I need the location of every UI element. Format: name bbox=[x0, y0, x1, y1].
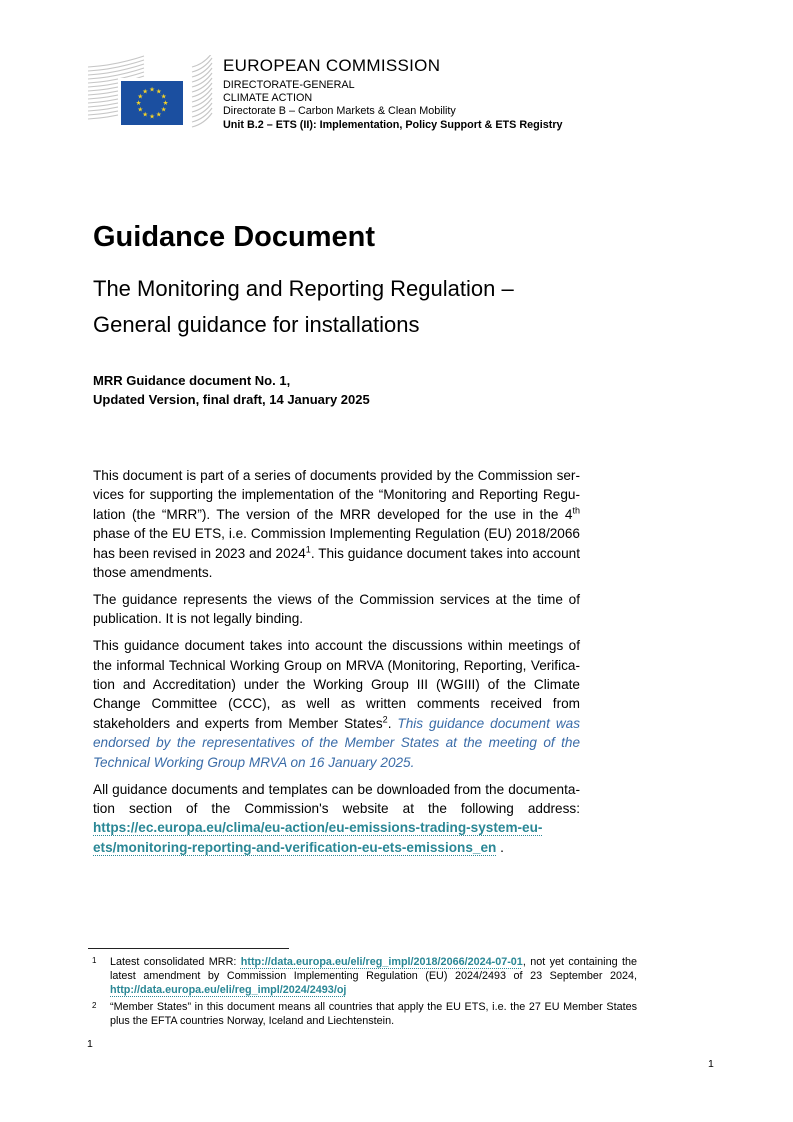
body-paragraph-1 bbox=[93, 466, 580, 582]
footnote-1 bbox=[88, 955, 637, 997]
body-paragraph-4 bbox=[93, 780, 580, 858]
body-paragraph-2: The guidance represents the views of the Commission services at the time of publication. It is not legally binding. bbox=[93, 591, 580, 627]
european-commission-logo bbox=[88, 55, 215, 129]
footnote-separator bbox=[88, 948, 289, 949]
doc-reference-line1: MRR Guidance document No. 1, bbox=[93, 373, 291, 388]
paragraph-text: phase of the EU ETS, i.e. Commission Implementing Regulation (EU) 2018/2066 has been revised in 2023 and 2024 bbox=[93, 526, 580, 561]
footnote-2 bbox=[88, 1000, 637, 1028]
svg-text:★: ★ bbox=[137, 106, 144, 114]
svg-text:★: ★ bbox=[155, 88, 162, 96]
document-subtitle bbox=[93, 271, 514, 342]
footnote-segment: Latest consolidated MRR: bbox=[110, 956, 241, 968]
paragraph-text: . This guidance document takes into account those amendments. bbox=[93, 545, 580, 581]
svg-text:★: ★ bbox=[142, 111, 149, 119]
paragraph-text: All guidance documents and templates can be downloaded from the documentation section of the Commission's website at the following address: bbox=[93, 781, 580, 816]
subtitle-line1: The Monitoring and Reporting Regulation – bbox=[93, 276, 514, 301]
svg-text:★: ★ bbox=[142, 88, 149, 96]
footnote-ref-1: 1 bbox=[305, 544, 311, 555]
svg-text:★: ★ bbox=[160, 93, 167, 101]
ordinal-suffix: th bbox=[572, 505, 580, 516]
svg-text:★: ★ bbox=[160, 106, 167, 114]
paragraph-text: This document is part of a series of documents provided by the Commission services for supporting the implementation of the “Monitoring and Reporting Regulation (the “MRR”). The version of the MRR developed for the use in the 4 bbox=[93, 468, 580, 522]
svg-text:★: ★ bbox=[155, 111, 162, 119]
doc-reference bbox=[93, 371, 370, 409]
subtitle-line2: General guidance for installations bbox=[93, 311, 420, 337]
document-title: Guidance Document bbox=[93, 221, 375, 253]
header-text-block bbox=[223, 55, 563, 132]
mrr-amendment-link[interactable]: http://data.europa.eu/eli/reg_impl/2024/2493/oj bbox=[110, 984, 347, 996]
eu-flag bbox=[118, 78, 186, 128]
header-org: EUROPEAN COMMISSION bbox=[223, 56, 441, 75]
header-directorate: Directorate B – Carbon Markets & Clean Mobility bbox=[223, 105, 456, 118]
footnote-text: “Member States” in this document means all countries that apply the EU ETS, i.e. the 27 EU Member States plus the EFTA countries Norway, Iceland and Liechtenstein. bbox=[110, 1001, 637, 1027]
footnote-segment: , not yet containing the latest amendment by Commission Implementing Regulation (EU) 2024/2493 of 23 September 2024, bbox=[110, 956, 637, 982]
header-dg-line2: CLIMATE ACTION bbox=[223, 92, 313, 105]
body-paragraph-3 bbox=[93, 636, 580, 772]
svg-text:★: ★ bbox=[137, 93, 144, 101]
doc-reference-line2: Updated Version, final draft, 14 January 2025 bbox=[93, 392, 370, 407]
paragraph-text: . bbox=[496, 839, 504, 855]
header-dg-line1: DIRECTORATE-GENERAL bbox=[223, 79, 355, 91]
svg-text:★: ★ bbox=[149, 113, 155, 121]
svg-text:★: ★ bbox=[149, 86, 155, 94]
commission-website-link[interactable]: https://ec.europa.eu/clima/eu-action/eu-emissions-trading-system-eu-ets/monitoring-reporting-and-verification-eu-ets-emissions_en bbox=[93, 820, 543, 855]
footnote-ref-2: 2 bbox=[382, 714, 388, 725]
document-header bbox=[88, 55, 563, 132]
paragraph-text: . bbox=[387, 715, 398, 731]
footnote-text bbox=[110, 955, 637, 997]
svg-text:★: ★ bbox=[135, 100, 142, 107]
logo-wave-lines-right bbox=[192, 55, 212, 127]
svg-text:★: ★ bbox=[162, 100, 169, 107]
footnote-marker: 2 bbox=[92, 1001, 97, 1010]
endorsement-text: This guidance document was endorsed by the representatives of the Member States at the meeting of the Technical Working Group MRVA on 16 January 2025. bbox=[93, 715, 580, 770]
footnote-marker: 1 bbox=[92, 956, 97, 965]
header-unit: Unit B.2 – ETS (II): Implementation, Policy Support & ETS Registry bbox=[223, 118, 563, 131]
paragraph-text: This guidance document takes into account the discussions within meetings of the informal Technical Working Group on MRVA (Monitoring, Reporting, Verification and Accreditation) under the Working Group III (WGIII) of the Climate Change Committee (CCC), as well as written comments received from stakeholders and experts from Member States bbox=[93, 638, 580, 731]
footnotes bbox=[88, 955, 637, 1031]
mrr-consolidated-link[interactable]: http://data.europa.eu/eli/reg_impl/2018/2066/2024-07-01 bbox=[240, 956, 523, 968]
page-number-right: 1 bbox=[708, 1058, 714, 1070]
page-number-left: 1 bbox=[87, 1038, 93, 1050]
body-text bbox=[93, 466, 580, 865]
